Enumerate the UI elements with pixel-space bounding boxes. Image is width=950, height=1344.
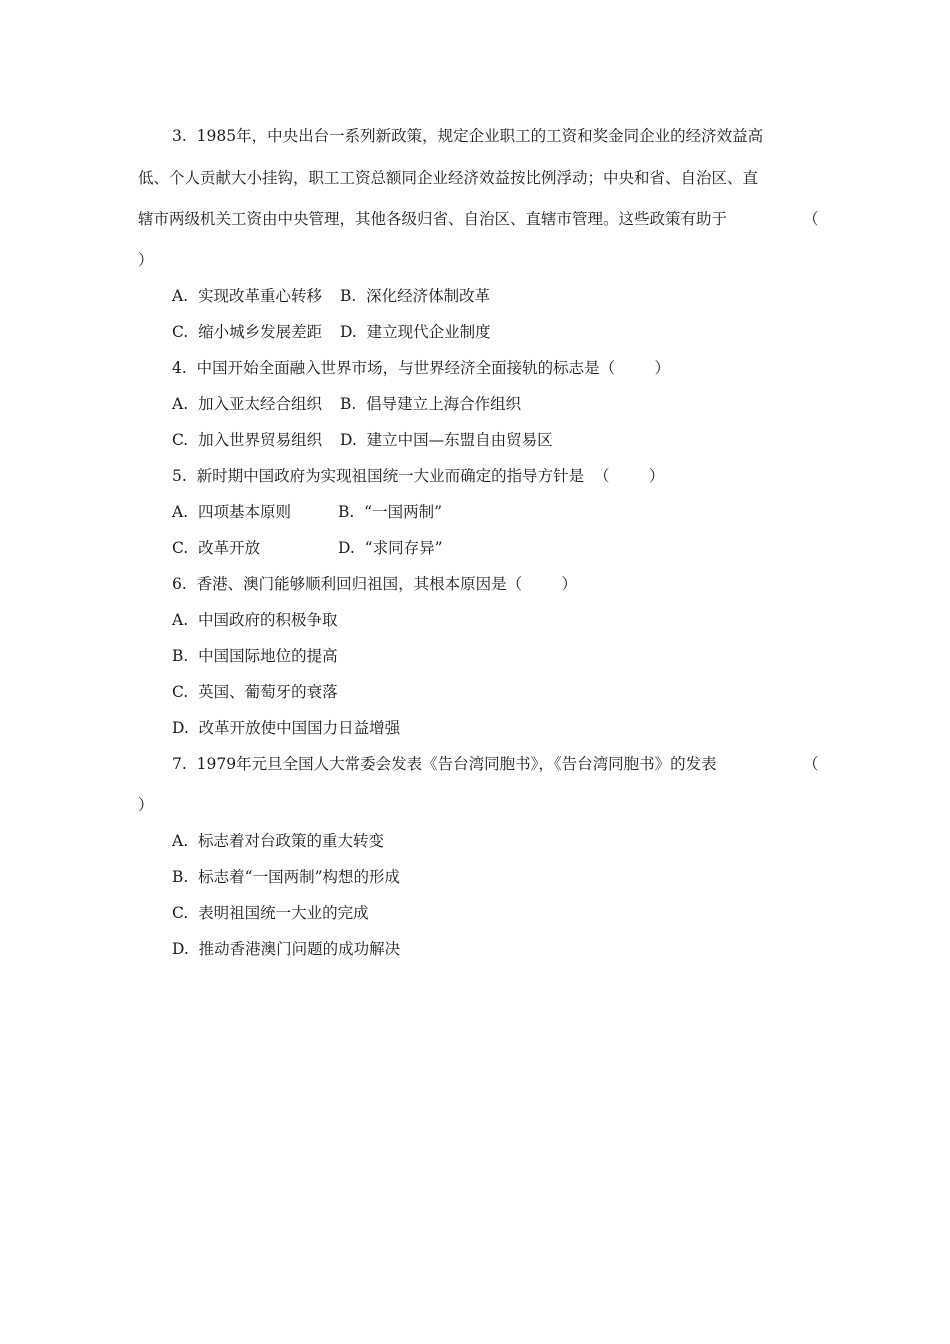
q6-option-d[interactable]: D. 改革开放使中国国力日益增强 xyxy=(172,719,401,737)
q7-paren-open: （ xyxy=(803,755,819,773)
q7-line-1: 7. 1979年元旦全国人大常委会发表《告台湾同胞书》，《告台湾同胞书》的发表 xyxy=(172,755,717,773)
q5-option-c[interactable]: C. 改革开放 xyxy=(172,539,261,557)
q3-line-4: ） xyxy=(138,251,154,269)
q4-option-c[interactable]: C. 加入世界贸易组织 xyxy=(172,431,323,449)
q4-options-row-1 xyxy=(172,393,521,415)
q3-line-1: 3. 1985年，中央出台一系列新政策，规定企业职工的工资和奖金同企业的经济效益高 xyxy=(172,127,764,145)
q6-option-c[interactable]: C. 英国、葡萄牙的衰落 xyxy=(172,683,338,701)
q5-option-d[interactable]: D. “求同存异” xyxy=(338,539,443,557)
q6-option-b[interactable]: B. 中国国际地位的提高 xyxy=(172,647,338,665)
q3-option-a[interactable]: A. 实现改革重心转移 xyxy=(172,287,322,305)
q7-option-a[interactable]: A. 标志着对台政策的重大转变 xyxy=(172,832,384,850)
q4-stem: 4. 中国开始全面融入世界市场，与世界经济全面接轨的标志是（ ） xyxy=(172,359,671,377)
q3-option-d[interactable]: D. 建立现代企业制度 xyxy=(340,323,491,341)
q3-options-row-2 xyxy=(172,321,491,343)
q5-option-a[interactable]: A. 四项基本原则 xyxy=(172,503,291,521)
q5-stem: 5. 新时期中国政府为实现祖国统一大业而确定的指导方针是 （ ） xyxy=(172,467,665,485)
q5-option-b[interactable]: B. “一国两制” xyxy=(338,503,443,521)
q5-options-row-1 xyxy=(172,501,442,523)
q3-options-row-1 xyxy=(172,285,490,307)
q6-stem: 6. 香港、澳门能够顺利回归祖国，其根本原因是（ ） xyxy=(172,575,578,593)
q4-option-a[interactable]: A. 加入亚太经合组织 xyxy=(172,395,322,413)
q3-line-3: 辖市两级机关工资由中央管理，其他各级归省、自治区、直辖市管理。这些政策有助于 xyxy=(138,210,728,228)
q4-option-d[interactable]: D. 建立中国—东盟自由贸易区 xyxy=(340,431,553,449)
q3-option-c[interactable]: C. 缩小城乡发展差距 xyxy=(172,323,323,341)
q6-option-a[interactable]: A. 中国政府的积极争取 xyxy=(172,611,338,629)
q7-option-c[interactable]: C. 表明祖国统一大业的完成 xyxy=(172,904,369,922)
q7-option-b[interactable]: B. 标志着“一国两制”构想的形成 xyxy=(172,868,401,886)
q3-option-b[interactable]: B. 深化经济体制改革 xyxy=(340,287,491,305)
q3-paren-open: （ xyxy=(803,210,819,228)
q4-options-row-2 xyxy=(172,429,553,451)
q3-line-2: 低、个人贡献大小挂钩，职工工资总额同企业经济效益按比例浮动；中央和省、自治区、直 xyxy=(138,169,759,187)
q7-line-2: ） xyxy=(138,796,154,814)
q7-option-d[interactable]: D. 推动香港澳门问题的成功解决 xyxy=(172,940,401,958)
q5-options-row-2 xyxy=(172,537,443,559)
q4-option-b[interactable]: B. 倡导建立上海合作组织 xyxy=(340,395,522,413)
